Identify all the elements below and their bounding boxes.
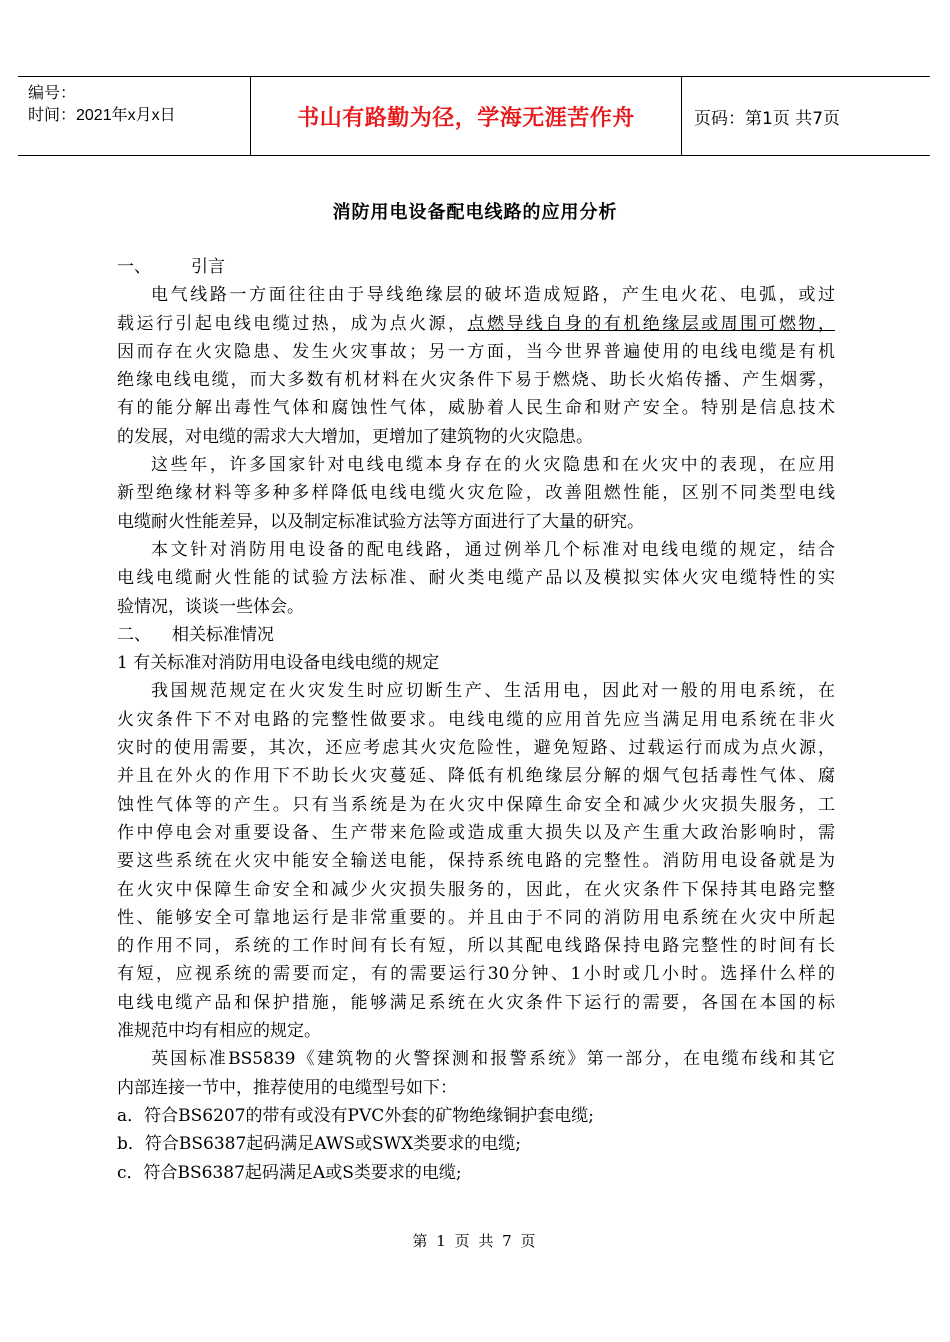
paragraph-standards-1 bbox=[117, 677, 835, 1045]
text-line: 验情况，谈谈一些体会。 bbox=[117, 596, 304, 617]
page-footer: 第 1 页 共 7 页 bbox=[412, 1232, 538, 1250]
document-title: 消防用电设备配电线路的应用分析 bbox=[332, 202, 618, 223]
underlined-text: 点燃导线自身的有机绝缘层或周围可燃物， bbox=[467, 313, 835, 334]
text-line: 要这些系统在火灾中能安全输送电能，保持系统电路的完整性。消防用电设备就是为 bbox=[117, 851, 835, 872]
text-line: 的作用不同，系统的工作时间有长有短，所以其配电线路保持电路完整性的时间有长 bbox=[117, 936, 835, 957]
cable-type-list bbox=[117, 1102, 835, 1187]
text-line: 新型绝缘材料等多种多样降低电线电缆火灾危险，改善阻燃性能，区别不同类型电线 bbox=[117, 483, 835, 504]
paragraph-intro-1 bbox=[117, 281, 835, 451]
paragraph-standards-2 bbox=[117, 1045, 835, 1102]
text-line: 本文针对消防用电设备的配电线路，通过例举几个标准对电线电缆的规定，结合 bbox=[151, 539, 835, 560]
section-heading-1 bbox=[117, 253, 835, 281]
text-line: 绝缘电线电缆，而大多数有机材料在火灾条件下易于燃烧、助长火焰传播、产生烟雾， bbox=[117, 370, 835, 391]
header-meta-cell bbox=[18, 77, 251, 155]
header-page-cell bbox=[682, 77, 930, 155]
section-title: 引言 bbox=[191, 257, 225, 277]
text-line: 电线电缆耐火性能的试验方法标准、耐火类电缆产品以及模拟实体火灾电缆特性的实 bbox=[117, 568, 835, 589]
text-line: 有的能分解出毒性气体和腐蚀性气体，威胁着人民生命和财产安全。特别是信息技术 bbox=[117, 398, 835, 419]
paragraph-intro-2 bbox=[117, 451, 835, 536]
document-body bbox=[117, 253, 835, 1187]
list-item: c．符合BS6387起码满足A或S类要求的电缆; bbox=[117, 1162, 462, 1183]
text-line: 内部连接一节中，推荐使用的电缆型号如下： bbox=[117, 1077, 457, 1098]
text-line: 这些年，许多国家针对电线电缆本身存在的火灾隐患和在火灾中的表现，在应用 bbox=[151, 455, 835, 476]
text-line bbox=[117, 310, 835, 338]
list-item: b．符合BS6387起码满足AWS或SWX类要求的电缆; bbox=[117, 1134, 521, 1155]
text-line: 在火灾中保障生命安全和减少火灾损失服务的，因此，在火灾条件下保持其电路完整 bbox=[117, 879, 835, 900]
motto-text: 书山有路勤为径，学海无涯苦作舟 bbox=[297, 105, 635, 131]
section-number: 一、 bbox=[117, 257, 151, 277]
text-line: 准规范中均有相应的规定。 bbox=[117, 1021, 321, 1042]
text-line: 火灾条件下不对电路的完整性做要求。电线电缆的应用首先应当满足用电系统在非火 bbox=[117, 709, 835, 730]
time-label: 时间：2021年x月x日 bbox=[28, 107, 176, 124]
section-heading-2 bbox=[117, 621, 835, 649]
text-line: 我国规范规定在火灾发生时应切断生产、生活用电，因此对一般的用电系统，在 bbox=[151, 681, 835, 702]
text-line: 电气线路一方面往往由于导线绝缘层的破坏造成短路，产生电火花、电弧，或过 bbox=[151, 285, 835, 306]
paragraph-intro-3 bbox=[117, 536, 835, 621]
section-number: 二、 bbox=[117, 624, 151, 645]
header-table bbox=[18, 76, 930, 156]
list-item: a．符合BS6207的带有或没有PVC外套的矿物绝缘铜护套电缆; bbox=[117, 1105, 594, 1126]
text-span: 载运行引起电线电缆过热，成为点火源， bbox=[117, 313, 468, 334]
text-line: 有短，应视系统的需要而定，有的需要运行30分钟、1小时或几小时。选择什么样的 bbox=[117, 964, 835, 985]
text-line: 并且在外火的作用下不助长火灾蔓延、降低有机绝缘层分解的烟气包括毒性气体、腐 bbox=[117, 766, 835, 787]
header-motto-cell bbox=[251, 77, 682, 155]
text-line: 性、能够安全可靠地运行是非常重要的。并且由于不同的消防用电系统在火灾中所起 bbox=[117, 907, 835, 928]
text-line: 因而存在火灾隐患、发生火灾事故；另一方面，当今世界普遍使用的电线电缆是有机 bbox=[117, 341, 835, 362]
text-line: 电线电缆产品和保护措施，能够满足系统在火灾条件下运行的需要，各国在本国的标 bbox=[117, 992, 835, 1013]
section-title: 相关标准情况 bbox=[172, 624, 274, 645]
page-label: 页码：第1页 共7页 bbox=[694, 108, 841, 129]
text-line: 英国标准BS5839《建筑物的火警探测和报警系统》第一部分，在电缆布线和其它 bbox=[151, 1049, 835, 1070]
text-line: 灾时的使用需要，其次，还应考虑其火灾危险性，避免短路、过载运行而成为点火源， bbox=[117, 738, 835, 759]
text-line: 作中停电会对重要设备、生产带来危险或造成重大损失以及产生重大政治影响时，需 bbox=[117, 822, 835, 843]
text-line: 的发展，对电缆的需求大大增加，更增加了建筑物的火灾隐患。 bbox=[117, 426, 593, 447]
text-line: 电缆耐火性能差异，以及制定标准试验方法等方面进行了大量的研究。 bbox=[117, 511, 644, 532]
number-label: 编号： bbox=[28, 85, 77, 102]
text-line: 蚀性气体等的产生。只有当系统是为在火灾中保障生命安全和减少火灾损失服务，工 bbox=[117, 794, 835, 815]
subsection-heading: 1 有关标准对消防用电设备电线电缆的规定 bbox=[117, 653, 440, 674]
